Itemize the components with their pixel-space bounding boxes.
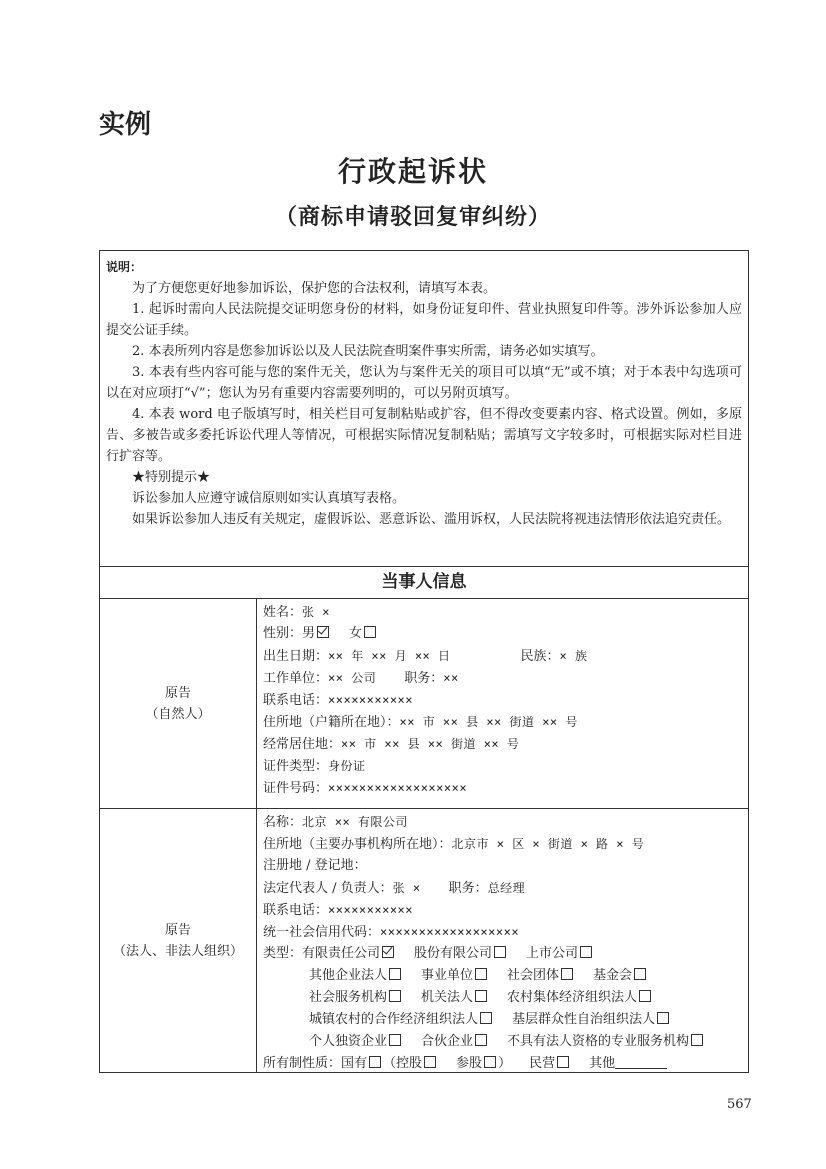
plaintiff-legal-label: 原告 (164, 922, 191, 938)
ownership-holding-label: （控股 (383, 1056, 423, 1071)
plaintiff-natural-fields (257, 599, 748, 808)
instruction-item-1: 1. 起诉时需向人民法院提交证明您身份的材料，如身份证复印件、营业执照复印件等。涉外诉讼参加人应提交公证手续。 (106, 302, 742, 338)
work-label: 工作单位： (263, 671, 329, 686)
id-type-label: 证件类型： (263, 759, 329, 774)
type-sole-proprietorship-checkbox[interactable] (389, 1034, 401, 1046)
instruction-item-2: 2. 本表所列内容是您参加诉讼以及人民法院查明案件事实所需，请务必如实填写。 (132, 344, 604, 359)
plaintiff-label: 原告 (164, 685, 191, 701)
name-label: 姓名： (263, 605, 303, 620)
type-public-institution-checkbox[interactable] (475, 968, 487, 980)
type-listed-label: 上市公司 (526, 946, 579, 961)
credit-code-value[interactable]: ×××××××××××××××××× (380, 925, 520, 939)
instruction-item-4: 4. 本表 word 电子版填写时，相关栏目可复制粘贴或扩容，但不得改变要素内容、格式设置。例如，多原告、多被告或多委托诉讼代理人等情况，可根据实际情况复制粘贴；需填写文字较多时，可根据实际对栏目进行扩容等。 (106, 407, 742, 464)
birth-value[interactable]: ×× 年 ×× 月 ×× 日 (328, 649, 451, 663)
org-type-line-1 (263, 943, 742, 965)
ethnic-value[interactable]: × 族 (559, 649, 588, 663)
type-joint-stock-checkbox[interactable] (494, 946, 506, 958)
instructions-cell (100, 251, 748, 567)
domicile-label: 住所地（户籍所在地）： (263, 715, 400, 730)
org-address-label: 住所地（主要办事机构所在地）： (263, 837, 452, 852)
org-name-value[interactable]: 北京 ×× 有限公司 (302, 815, 408, 829)
plaintiff-natural-label-cell (100, 599, 257, 808)
male-checkbox-checked[interactable] (317, 626, 329, 638)
org-type-line-5 (263, 1031, 742, 1053)
type-foundation-label: 基金会 (593, 968, 633, 983)
plaintiff-legal-type-label: （法人、非法人组织） (112, 943, 243, 959)
org-address-line (263, 833, 742, 855)
gender-line (263, 623, 742, 645)
residence-line (263, 733, 742, 755)
special-notice-heading: ★特别提示★ (132, 470, 211, 485)
org-type-label: 类型： (263, 946, 303, 961)
org-type-line-2 (263, 965, 742, 987)
org-type-line-4 (263, 1009, 742, 1031)
registration-label: 注册地 / 登记地： (263, 858, 367, 873)
credit-code-label: 统一社会信用代码： (263, 925, 381, 940)
type-social-service-checkbox[interactable] (389, 990, 401, 1002)
work-value[interactable]: ×× 公司 (328, 671, 377, 685)
residence-value[interactable]: ×× 市 ×× 县 ×× 街道 ×× 号 (341, 737, 520, 751)
type-social-group-label: 社会团体 (507, 968, 560, 983)
plaintiff-legal-fields (257, 809, 748, 1072)
male-label: 男 (302, 626, 316, 641)
work-line (263, 667, 742, 689)
type-sole-proprietorship-label: 个人独资企业 (309, 1034, 388, 1049)
party-info-title: 当事人信息 (100, 567, 748, 599)
residence-label: 经常居住地： (263, 737, 342, 752)
phone-value[interactable]: ××××××××××× (328, 693, 413, 707)
plaintiff-natural-row (100, 599, 748, 809)
type-public-institution-label: 事业单位 (421, 968, 474, 983)
ownership-holding-checkbox[interactable] (424, 1056, 436, 1068)
representative-label: 法定代表人 / 负责人： (263, 881, 393, 896)
type-professional-service-label: 不具有法人资格的专业服务机构 (507, 1034, 690, 1049)
special-notice-2: 如果诉讼参加人违反有关规定，虚假诉讼、恶意诉讼、滥用诉权，人民法院将视违法情形依法追究责任。 (132, 512, 731, 527)
section-label: 实例 (99, 110, 152, 140)
female-label: 女 (349, 626, 363, 641)
special-notice-1: 诉讼参加人应遵守诚信原则如实认真填写表格。 (132, 491, 406, 506)
complaint-form-table (99, 250, 749, 1073)
female-checkbox[interactable] (364, 626, 376, 638)
type-social-service-label: 社会服务机构 (309, 990, 388, 1005)
plaintiff-type-label: （自然人） (145, 706, 211, 722)
id-number-value[interactable]: ×××××××××××××××××× (328, 781, 468, 795)
type-grassroots-checkbox[interactable] (657, 1012, 669, 1024)
representative-line (263, 877, 742, 899)
ownership-share-label: 参股 (456, 1056, 483, 1071)
ownership-state-checkbox[interactable] (369, 1056, 381, 1068)
type-cooperative-label: 城镇农村的合作经济组织法人 (309, 1012, 479, 1027)
phone-line (263, 689, 742, 711)
document-subtitle: （商标申请驳回复审纠纷） (274, 204, 551, 230)
birth-label: 出生日期： (263, 649, 329, 664)
type-llc-checkbox-checked[interactable] (382, 946, 394, 958)
ethnic-label: 民族： (520, 649, 560, 664)
ownership-share-checkbox[interactable] (484, 1056, 496, 1068)
instruction-intro: 为了方便您更好地参加诉讼，保护您的合法权利，请填写本表。 (132, 281, 497, 296)
type-joint-stock-label: 股份有限公司 (414, 946, 493, 961)
representative-value[interactable]: 张 × (392, 881, 421, 895)
instructions-heading: 说明： (106, 260, 143, 274)
name-value[interactable]: 张 × (302, 605, 330, 619)
document-title: 行政起诉状 (337, 155, 488, 188)
org-phone-line (263, 899, 742, 921)
plaintiff-legal-row (100, 809, 748, 1072)
org-name-line (263, 811, 742, 833)
domicile-line (263, 711, 742, 733)
id-number-line (263, 777, 742, 799)
instruction-item-3: 3. 本表有些内容可能与您的案件无关，您认为与案件无关的项目可以填“无”或不填；对于本表中勾选项可以在对应项打“√”；您认为另有重要内容需要列明的，可以另附页填写。 (106, 365, 742, 401)
page-number: 567 (727, 1097, 752, 1112)
type-other-enterprise-checkbox[interactable] (389, 968, 401, 980)
type-professional-service-checkbox[interactable] (691, 1034, 703, 1046)
type-llc-label: 有限责任公司 (302, 946, 381, 961)
type-government-checkbox[interactable] (475, 990, 487, 1002)
credit-code-line (263, 921, 742, 943)
type-listed-checkbox[interactable] (580, 946, 592, 958)
org-phone-value[interactable]: ××××××××××× (328, 903, 413, 917)
phone-label: 联系电话： (263, 693, 329, 708)
gender-label: 性别： (263, 626, 303, 641)
rep-position-value[interactable]: 总经理 (487, 881, 526, 895)
org-type-line-3 (263, 987, 742, 1009)
birth-line (263, 645, 742, 667)
org-name-label: 名称： (263, 815, 303, 830)
type-government-label: 机关法人 (421, 990, 474, 1005)
type-social-group-checkbox[interactable] (561, 968, 573, 980)
type-rural-collective-label: 农村集体经济组织法人 (507, 990, 638, 1005)
type-grassroots-label: 基层群众性自治组织法人 (512, 1012, 656, 1027)
registration-line (263, 855, 742, 877)
type-rural-collective-checkbox[interactable] (639, 990, 651, 1002)
ownership-label: 所有制性质： (263, 1056, 342, 1071)
ownership-private-checkbox[interactable] (557, 1056, 569, 1068)
ownership-state-label: 国有 (341, 1056, 368, 1071)
position-value[interactable]: ×× (443, 671, 459, 685)
domicile-value[interactable]: ×× 市 ×× 县 ×× 街道 ×× 号 (399, 715, 578, 729)
ownership-other-blank[interactable] (615, 1054, 667, 1069)
rep-position-label: 职务： (448, 881, 488, 896)
ownership-private-label: 民营 (529, 1056, 556, 1071)
type-partnership-label: 合伙企业 (421, 1034, 474, 1049)
id-number-label: 证件号码： (263, 781, 329, 796)
ownership-other-label: 其他 (589, 1056, 616, 1071)
org-address-value[interactable]: 北京市 × 区 × 街道 × 路 × 号 (451, 837, 645, 851)
type-other-enterprise-label: 其他企业法人 (309, 968, 388, 983)
id-type-line (263, 755, 742, 777)
ownership-close-paren: ） (498, 1056, 512, 1071)
type-partnership-checkbox[interactable] (475, 1034, 487, 1046)
plaintiff-legal-label-cell (100, 809, 257, 1072)
org-phone-label: 联系电话： (263, 903, 329, 918)
type-cooperative-checkbox[interactable] (480, 1012, 492, 1024)
ownership-line (263, 1053, 742, 1075)
type-foundation-checkbox[interactable] (634, 968, 646, 980)
id-type-value[interactable]: 身份证 (328, 759, 366, 773)
name-line (263, 601, 742, 623)
position-label: 职务： (404, 671, 444, 686)
